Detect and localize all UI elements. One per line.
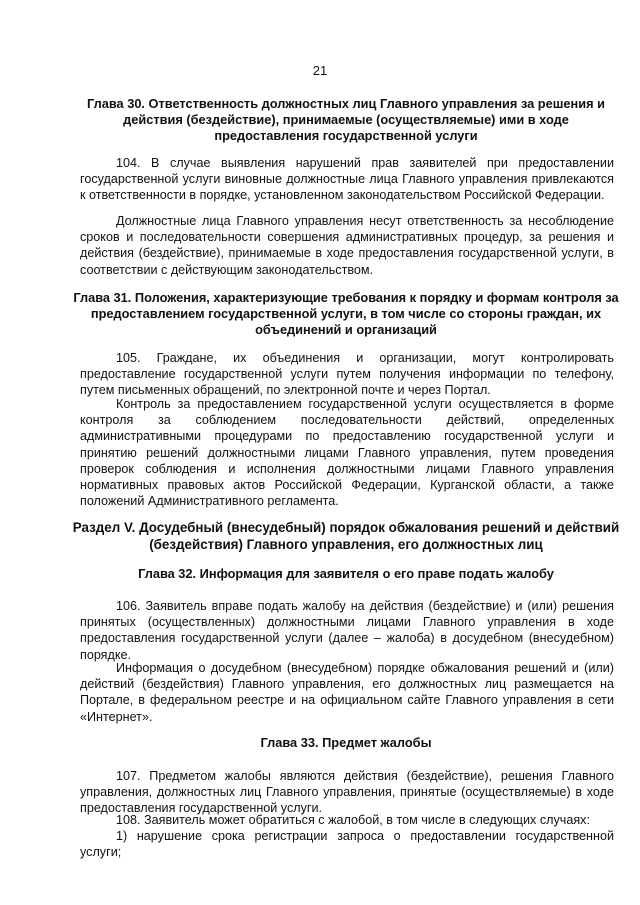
chapter-31-title: Глава 31. Положения, характеризующие требования к порядку и формам контроля за предоставлением государственной услуги, в том числе со стороны граждан, их объединений и организаций [73,290,619,338]
chapter-30-title: Глава 30. Ответственность должностных лиц Главного управления за решения и действия (бездействие), принимаемые (осуществляемые) ими в ходе предоставления государственной услуги [86,96,606,144]
paragraph-106-continued: Информация о досудебном (внесудебном) порядке обжалования решений и (или) действий (бездействия) Главного управления, его должностных лиц размещается на Портале, в федеральном реестре и на официальном сайте Главного управления в сети «Интернет». [80,661,614,724]
paragraph-104-continued: Должностные лица Главного управления несут ответственность за несоблюдение сроков и последовательности совершения административных процедур, за решения и действия (бездействие), принимаемые в ходе предоставления государственной услуги, в соответствии с действующим законодательством. [80,214,614,277]
paragraph-108: 108. Заявитель может обратиться с жалобой, в том числе в следующих случаях: [116,813,590,827]
section-5-title: Раздел V. Досудебный (внесудебный) порядок обжалования решений и действий (бездействия) Главного управления, его должностных лиц [72,520,620,552]
page-number: 21 [312,63,328,78]
paragraph-104: 104. В случае выявления нарушений прав заявителей при предоставлении государственной услуги виновные должностные лица Главного управления привлекаются к ответственности в порядке, установленном законодательством Российской Федерации. [80,156,614,203]
paragraph-105: 105. Граждане, их объединения и организации, могут контролировать предоставление государственной услуги путем получения информации по телефону, путем письменных обращений, по электронной почте и через Портал. [80,351,614,398]
paragraph-108-item-1: 1) нарушение срока регистрации запроса о предоставлении государственной услуги; [80,829,614,860]
paragraph-106: 106. Заявитель вправе подать жалобу на действия (бездействие) и (или) решения принятых (осуществленных) должностными лицами Главного управления в ходе предоставления государственной услуги (далее – жалоба) в досудебном (внесудебном) порядке. [80,599,614,662]
paragraph-107: 107. Предметом жалобы являются действия (бездействие), решения Главного управления, должностных лиц Главного управления, принятые (осуществляемые) в ходе предоставления государственной услуги. [80,769,614,816]
chapter-32-title: Глава 32. Информация для заявителя о его праве подать жалобу [138,566,554,581]
chapter-33-title: Глава 33. Предмет жалобы [260,735,432,750]
paragraph-105-continued: Контроль за предоставлением государственной услуги осуществляется в форме контроля за соблюдением последовательности действий, определенных административными процедурами по предоставлению государственной услуги и принятию решений должностными лицами Главного управления, путем проведения проверок соблюдения и исполнения должностными лицами Главного управления нормативных правовых актов Российской Федерации, Курганской области, а также положений Административного регламента. [80,397,614,509]
